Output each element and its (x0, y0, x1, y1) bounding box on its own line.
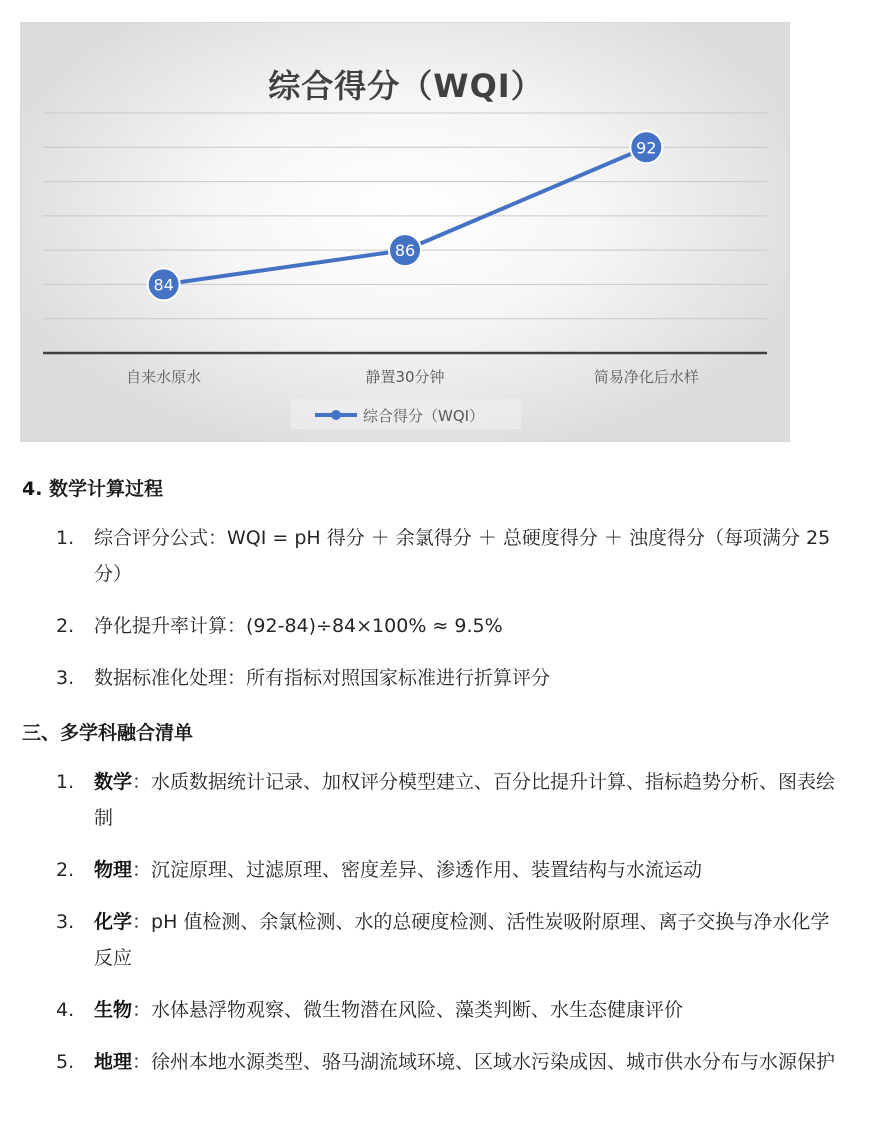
legend-marker (331, 410, 341, 420)
subject-text: ：pH 值检测、余氯检测、水的总硬度检测、活性炭吸附原理、离子交换与净水化学反应 (94, 911, 830, 969)
subject-label: 物理 (94, 859, 133, 881)
list-text: 净化提升率计算：(92-84)÷84×100% ≈ 9.5% (94, 615, 503, 637)
subject-text: ：水质数据统计记录、加权评分模型建立、百分比提升计算、指标趋势分析、图表绘制 (94, 771, 836, 829)
section-heading-math: 4. 数学计算过程 (22, 478, 164, 500)
list-number: 4. (56, 999, 75, 1021)
subject-label: 地理 (94, 1051, 133, 1073)
line-chart (20, 22, 790, 442)
x-tick-label: 自来水原水 (126, 368, 202, 386)
list-number: 3. (56, 911, 75, 933)
legend-label: 综合得分（WQI） (363, 407, 485, 425)
subject-label: 数学 (94, 771, 133, 793)
list-text: 数据标准化处理：所有指标对照国家标准进行折算评分 (94, 667, 551, 689)
section-heading-interdisciplinary: 三、多学科融合清单 (22, 722, 194, 744)
list-number: 3. (56, 667, 75, 689)
x-tick-label: 简易净化后水样 (593, 368, 699, 386)
data-label: 92 (636, 138, 657, 158)
list-number: 1. (56, 527, 75, 549)
list-number: 1. (56, 771, 75, 793)
subject-label: 化学 (94, 911, 133, 933)
subject-text: ：沉淀原理、过滤原理、密度差异、渗透作用、装置结构与水流运动 (132, 859, 703, 881)
data-label: 86 (394, 241, 416, 261)
subject-label: 生物 (94, 999, 133, 1021)
data-label: 84 (153, 275, 174, 295)
list-text: 综合评分公式：WQI = pH 得分 ＋ 余氯得分 ＋ 总硬度得分 ＋ 浊度得分（每项满分 25 分） (94, 527, 831, 585)
x-tick-label: 静置30分钟 (365, 368, 445, 386)
list-number: 5. (56, 1051, 75, 1073)
subject-text: ：水体悬浮物观察、微生物潜在风险、藻类判断、水生态健康评价 (132, 999, 684, 1021)
subject-text: ：徐州本地水源类型、骆马湖流域环境、区域水污染成因、城市供水分布与水源保护 (132, 1051, 836, 1073)
chart-title: 综合得分（WQI） (268, 67, 544, 105)
list-number: 2. (56, 859, 75, 881)
list-number: 2. (56, 615, 75, 637)
